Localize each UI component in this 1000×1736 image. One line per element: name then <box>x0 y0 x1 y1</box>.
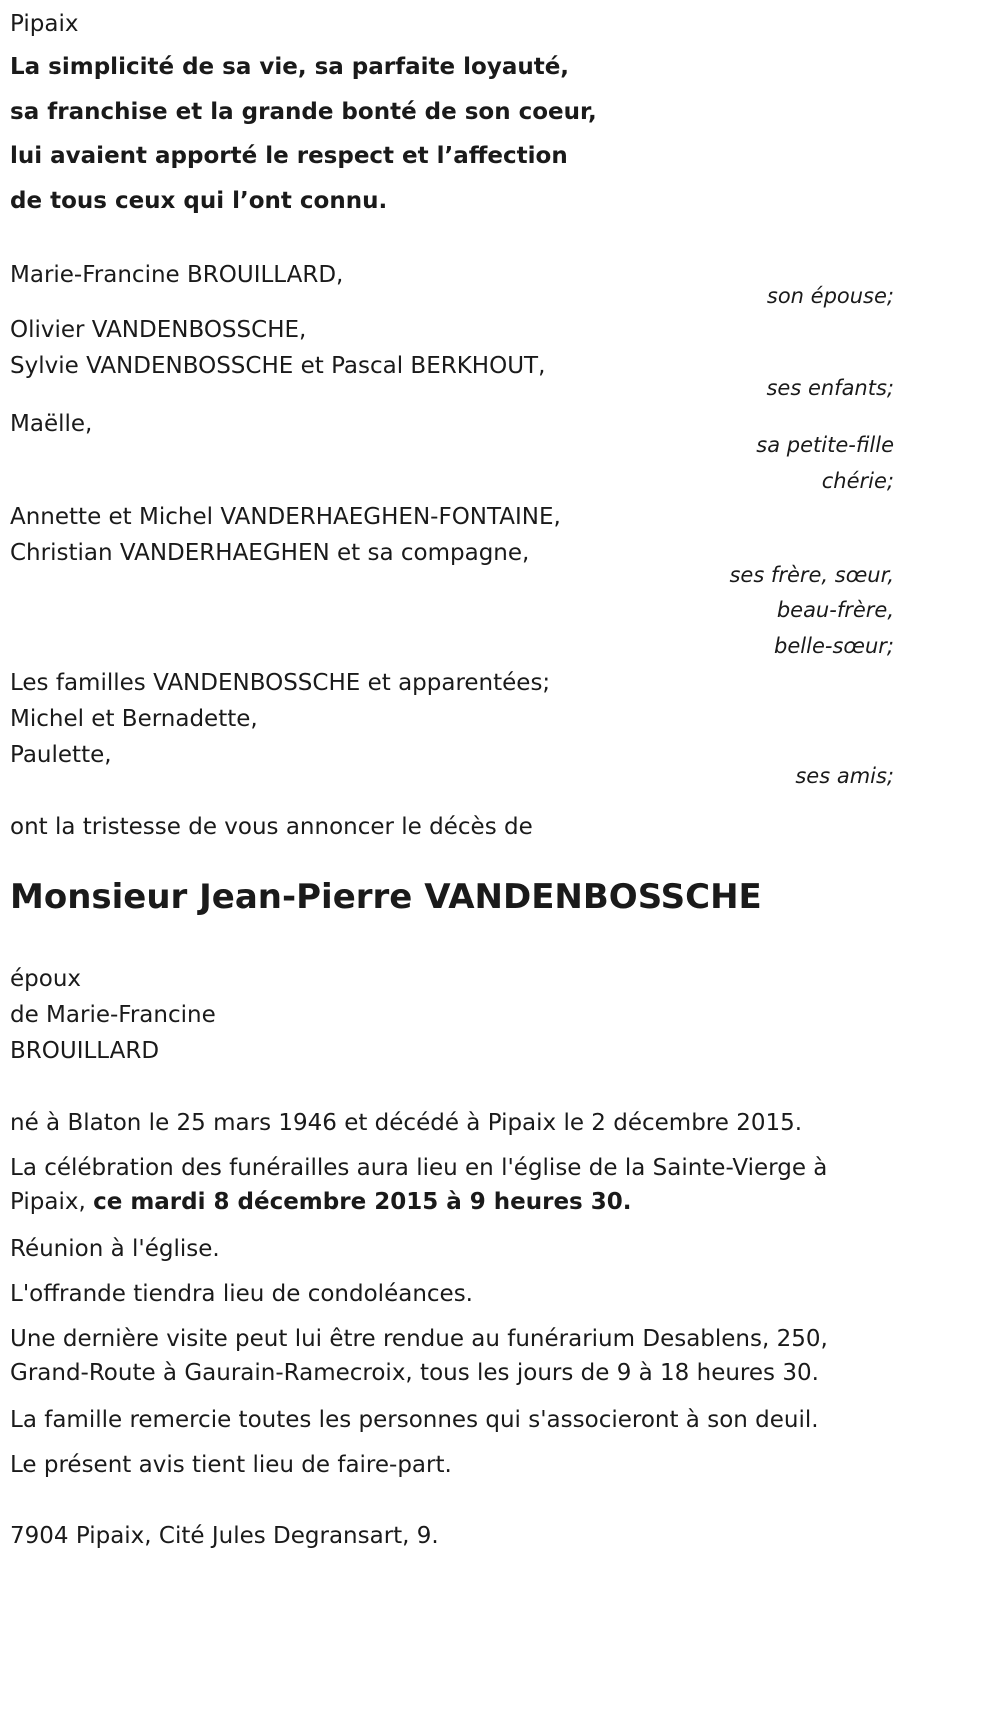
funeral-paragraph <box>10 1151 870 1219</box>
sibling-name-2: Christian VANDERHAEGHEN et sa compagne, <box>10 540 530 566</box>
families-line: Les familles VANDENBOSSCHE et apparentées; <box>10 670 551 696</box>
town-heading: Pipaix <box>10 11 79 37</box>
funeral-text: La célébration des funérailles aura lieu en l'église de la Sainte-Vierge à Pipaix, <box>10 1155 828 1215</box>
birth-death-line: né à Blaton le 25 mars 1946 et décédé à Pipaix le 2 décembre 2015. <box>10 1110 803 1136</box>
grandchild-relation-1: sa petite-fille <box>756 433 894 457</box>
spouse-of-line-2: de Marie-Francine <box>10 1002 216 1028</box>
siblings-relation-3: belle-sœur; <box>774 634 894 658</box>
siblings-relation-1: ses frère, sœur, <box>729 563 894 587</box>
address-line: 7904 Pipaix, Cité Jules Degransart, 9. <box>10 1523 439 1549</box>
children-relation: ses enfants; <box>766 376 894 400</box>
friends-relation: ses amis; <box>795 764 894 788</box>
deceased-name: Monsieur Jean-Pierre VANDENBOSSCHE <box>10 877 762 917</box>
spouse-of-line-3: BROUILLARD <box>10 1038 160 1064</box>
sibling-name-1: Annette et Michel VANDERHAEGHEN-FONTAINE, <box>10 504 561 530</box>
spouse-of-line-1: époux <box>10 966 82 992</box>
offering-line: L'offrande tiendra lieu de condoléances. <box>10 1281 473 1307</box>
grandchild-relation-2: chérie; <box>821 469 894 493</box>
meeting-line: Réunion à l'église. <box>10 1236 220 1262</box>
notice-line: Le présent avis tient lieu de faire-part. <box>10 1452 452 1478</box>
visit-paragraph: Une dernière visite peut lui être rendue au funérarium Desablens, 250, Grand-Route à Gaurain-Ramecroix, tous les jours de 9 à 18 heures 30. <box>10 1326 828 1386</box>
spouse-name: Marie-Francine BROUILLARD, <box>10 262 344 288</box>
friend-name-1: Michel et Bernadette, <box>10 706 258 732</box>
quote-line-2: sa franchise et la grande bonté de son coeur, <box>10 99 597 125</box>
announcement-intro: ont la tristesse de vous annoncer le décès de <box>10 814 533 840</box>
quote-line-3: lui avaient apporté le respect et l’affection <box>10 143 568 169</box>
quote-line-4: de tous ceux qui l’ont connu. <box>10 188 388 214</box>
siblings-relation-2: beau-frère, <box>776 598 894 622</box>
thanks-line: La famille remercie toutes les personnes qui s'associeront à son deuil. <box>10 1407 819 1433</box>
child-name-2: Sylvie VANDENBOSSCHE et Pascal BERKHOUT, <box>10 353 546 379</box>
quote-line-1: La simplicité de sa vie, sa parfaite loyauté, <box>10 54 570 80</box>
friend-name-2: Paulette, <box>10 742 112 768</box>
child-name-1: Olivier VANDENBOSSCHE, <box>10 317 307 343</box>
funeral-datetime: ce mardi 8 décembre 2015 à 9 heures 30. <box>93 1189 632 1215</box>
spouse-relation: son épouse; <box>766 284 894 308</box>
grandchild-name: Maëlle, <box>10 411 93 437</box>
